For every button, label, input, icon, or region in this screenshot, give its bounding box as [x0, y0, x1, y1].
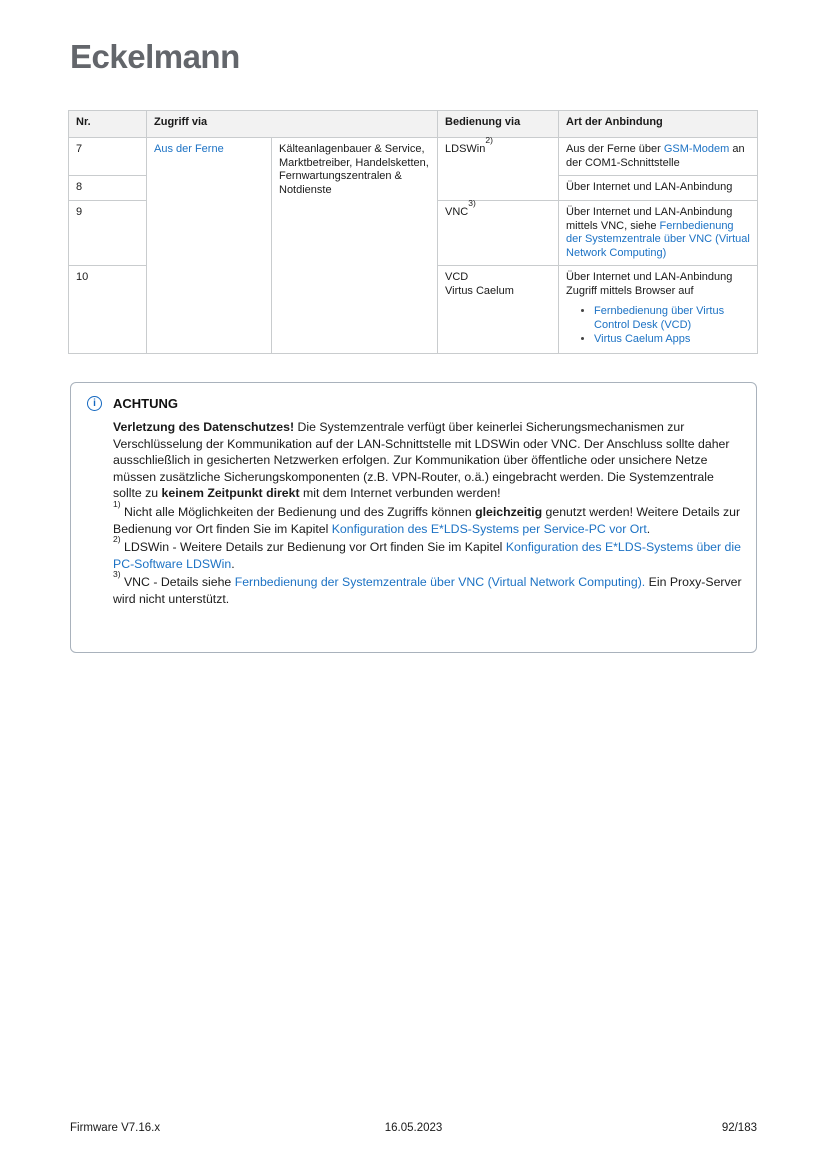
warning-bold-text: Verletzung des Datenschutzes!	[113, 420, 295, 434]
cell-bedienung-vcd	[438, 266, 559, 354]
footer-firmware-version: Firmware V7.16.x	[70, 1122, 161, 1134]
ldswin-chapter-link[interactable]: Konfiguration des E*LDS-Systems über die PC-Software LDSWin	[113, 540, 741, 571]
footer-page-number: 92/183	[721, 1122, 757, 1134]
anbindung-links-list	[566, 305, 750, 347]
bedienung-text: VNC	[445, 206, 469, 218]
cell-anbindung-10	[559, 266, 758, 354]
cell-text: Über Internet und LAN-Anbindung mittels VNC, siehe	[566, 206, 733, 232]
footnote-ref-2: 2)	[485, 135, 493, 146]
achtung-notice-box	[70, 382, 757, 653]
footnote-text: genutzt werden! Weitere Details zur Bedienung vor Ort finden Sie im Kapitel	[113, 504, 741, 536]
cell-zugriff-link	[147, 138, 272, 354]
achtung-body	[113, 419, 745, 608]
footnote-2	[113, 534, 745, 572]
table-header-row	[69, 111, 758, 138]
bedienung-text: VCD	[445, 271, 469, 283]
footnote-text: .	[646, 521, 651, 536]
footnote-text: Ein Proxy-Server wird nicht unterstützt.	[113, 575, 742, 606]
col-header-bedienung-via: Bedienung via	[438, 111, 559, 138]
cell-text: an der COM1-Schnittstelle	[566, 143, 745, 169]
service-pc-chapter-link[interactable]: Konfiguration des E*LDS-Systems per Service-PC vor Ort	[331, 521, 647, 536]
aus-der-ferne-link[interactable]: Aus der Ferne	[154, 143, 224, 155]
cell-bedienung-ldswin	[438, 135, 559, 201]
cell-nr-8: 8	[69, 176, 147, 201]
bedienung-text: LDSWin	[445, 143, 486, 155]
footnote-3	[113, 569, 745, 607]
achtung-title: ACHTUNG	[113, 396, 178, 411]
cell-zugriff-desc: Kälteanlagenbauer & Service, Marktbetreiber, Handelsketten, Fernwartungszentralen & Notdienste	[272, 138, 438, 354]
cell-anbindung-8: Über Internet und LAN-Anbindung	[559, 176, 758, 201]
footnote-text: LDSWin - Weitere Details zur Bedienung vor Ort finden Sie im Kapitel	[120, 540, 506, 555]
footnote-marker-3: 3)	[113, 569, 121, 580]
footnote-text: Nicht alle Möglichkeiten der Bedienung und des Zugriffs können	[120, 504, 476, 519]
vcd-link[interactable]: Fernbedienung über Virtus Control Desk (VCD)	[594, 305, 725, 331]
cell-text: Zugriff mittels Browser auf	[566, 284, 694, 297]
cell-anbindung-9	[559, 201, 758, 266]
info-icon: i	[87, 396, 102, 411]
cell-nr-9: 9	[69, 201, 147, 266]
achtung-header	[87, 396, 740, 411]
virtus-caelum-apps-link[interactable]: Virtus Caelum Apps	[594, 333, 691, 345]
cell-anbindung-7	[559, 138, 758, 176]
footnote-1	[113, 498, 745, 537]
warning-paragraph	[113, 419, 745, 502]
footnote-text: VNC - Details siehe	[120, 575, 235, 590]
eckelmann-logo: Eckelmann	[70, 38, 240, 75]
table-row	[69, 138, 758, 176]
vnc-footnote-link[interactable]: Fernbedienung der Systemzentrale über VNC (Virtual Network Computing).	[234, 575, 646, 590]
cell-bedienung-vnc	[438, 198, 559, 266]
col-header-nr: Nr.	[69, 111, 147, 138]
gsm-modem-link[interactable]: GSM-Modem	[663, 143, 730, 155]
footnote-bold-text: gleichzeitig	[475, 504, 543, 519]
warning-bold-text: keinem Zeitpunkt direkt	[161, 486, 300, 501]
list-item	[594, 333, 750, 347]
footnote-text: .	[231, 556, 235, 571]
list-item	[594, 305, 750, 332]
warning-text: mit dem Internet verbunden werden!	[299, 486, 501, 501]
col-header-art-der-anbindung: Art der Anbindung	[559, 111, 758, 138]
footnote-marker-2: 2)	[113, 534, 121, 545]
col-header-zugriff-via: Zugriff via	[147, 111, 438, 138]
page-footer	[70, 1122, 757, 1134]
footnote-ref-3: 3)	[468, 198, 476, 209]
cell-nr-7: 7	[69, 138, 147, 176]
cell-text: Aus der Ferne über	[566, 143, 664, 155]
vnc-chapter-link[interactable]: Fernbedienung der Systemzentrale über VNC (Virtual Network Computing)	[566, 219, 750, 259]
cell-nr-10: 10	[69, 266, 147, 354]
bedienung-text: Virtus Caelum	[445, 284, 514, 297]
footer-date: 16.05.2023	[384, 1122, 443, 1134]
warning-text: Die Systemzentrale verfügt über keinerlei Sicherungsmechanismen zur Verschlüsselung der Kommunikation auf der LAN-Schnittstelle mit LDSWin oder VNC. Der Anschluss sollte daher ausschließlich in gesicherten Netzwerken erfolgen. Zur Kommunikation über öffentliche oder unsichere Netze müssen zusätzliche Sicherungskomponenten (z.B. VPN-Router, o.ä.) eingebracht werden. Die Systemzentrale sollte zu	[113, 420, 730, 501]
footnote-marker-1: 1)	[113, 498, 121, 509]
cell-text: Über Internet und LAN-Anbindung	[566, 271, 733, 283]
access-overview-table	[68, 110, 758, 354]
